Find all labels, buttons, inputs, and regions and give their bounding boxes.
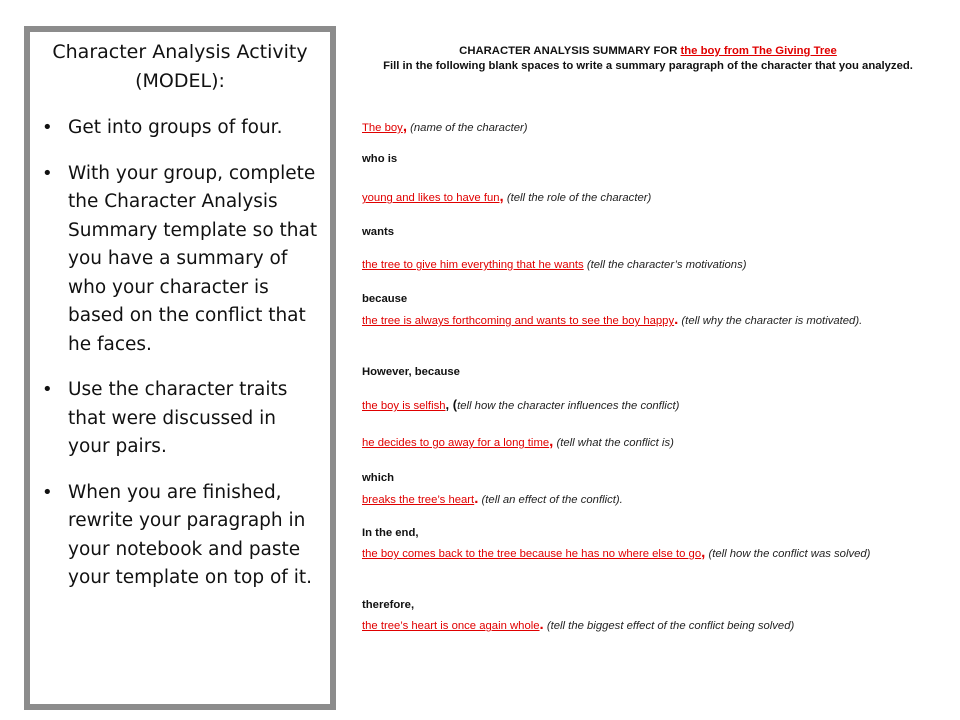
field-punct: , <box>549 433 554 450</box>
field-hint: (tell the role of the character) <box>506 192 652 204</box>
field-influence <box>362 397 934 414</box>
list-item <box>30 479 330 593</box>
field-punct: , <box>499 188 504 205</box>
summary-template <box>362 44 934 633</box>
field-role <box>362 189 934 206</box>
summary-title-prefix: CHARACTER ANALYSIS SUMMARY FOR <box>459 45 678 57</box>
field-punct: . <box>474 490 479 507</box>
field-answer: The boy <box>362 122 403 134</box>
field-punct: , <box>402 118 407 135</box>
field-effect <box>362 491 934 508</box>
connector-text: wants <box>362 226 395 238</box>
step-text: Use the character traits that were discussed in your pairs. <box>68 379 288 457</box>
field-motivations <box>362 258 934 273</box>
connector-text: which <box>362 472 395 484</box>
field-punct: , <box>701 544 706 561</box>
connector-text: because <box>362 293 408 305</box>
list-item <box>30 160 330 360</box>
step-text: With your group, complete the Character Analysis Summary template so that you have a summary of who your character is based on the conflict that he faces. <box>68 162 318 355</box>
field-answer: the boy is selfish <box>362 400 446 412</box>
field-answer: the tree to give him everything that he wants <box>362 259 584 271</box>
bullet-icon: • <box>42 117 53 138</box>
summary-title <box>362 44 934 58</box>
bullet-icon: • <box>42 162 53 184</box>
field-answer: breaks the tree’s heart <box>362 494 475 506</box>
field-answer: he decides to go away for a long time <box>362 437 550 449</box>
field-hint: (tell the character’s motivations) <box>586 259 747 271</box>
connector-text: However, because <box>362 366 460 378</box>
field-biggest-effect <box>362 617 934 634</box>
activity-steps-list <box>30 114 330 593</box>
connector-text: therefore, <box>362 599 415 611</box>
activity-title: Character Analysis Activity (MODEL): <box>52 41 308 92</box>
field-hint: (tell why the character is motivated). <box>681 315 863 327</box>
step-text: When you are finished, rewrite your paragraph in your notebook and paste your template on top of it. <box>68 481 312 588</box>
field-conflict <box>362 434 934 451</box>
field-hint: (tell what the conflict is) <box>556 437 674 449</box>
field-answer: the tree’s heart is once again whole <box>362 620 540 632</box>
field-punct: . <box>539 616 544 633</box>
bullet-icon: • <box>42 379 53 400</box>
field-why-motivated <box>362 312 934 329</box>
field-answer: the tree is always forthcoming and wants to see the boy happy <box>362 315 675 327</box>
field-hint: (tell the biggest effect of the conflict being solved) <box>546 620 795 632</box>
field-hint: (name of the character) <box>410 122 528 134</box>
field-hint: (tell how the conflict was solved) <box>708 548 871 560</box>
field-answer: young and likes to have fun <box>362 192 500 204</box>
field-punct: , ( <box>445 397 458 412</box>
field-answer: the boy comes back to the tree because he has no where else to go <box>362 548 702 560</box>
connector-text: In the end, <box>362 527 419 539</box>
bullet-icon: • <box>42 481 53 503</box>
summary-title-character: the boy from The Giving Tree <box>680 45 837 57</box>
summary-instructions: Fill in the following blank spaces to write a summary paragraph of the character that you analyzed. <box>383 60 913 72</box>
field-hint: (tell an effect of the conflict). <box>481 494 623 506</box>
activity-instructions-panel <box>24 26 336 710</box>
list-item <box>30 114 330 143</box>
connector-text: who is <box>362 153 398 165</box>
list-item <box>30 376 330 462</box>
field-punct: . <box>674 311 679 328</box>
field-hint: tell how the character influences the conflict) <box>457 400 680 412</box>
step-text: Get into groups of four. <box>68 117 283 138</box>
field-name <box>362 119 934 136</box>
field-resolution <box>362 545 934 562</box>
